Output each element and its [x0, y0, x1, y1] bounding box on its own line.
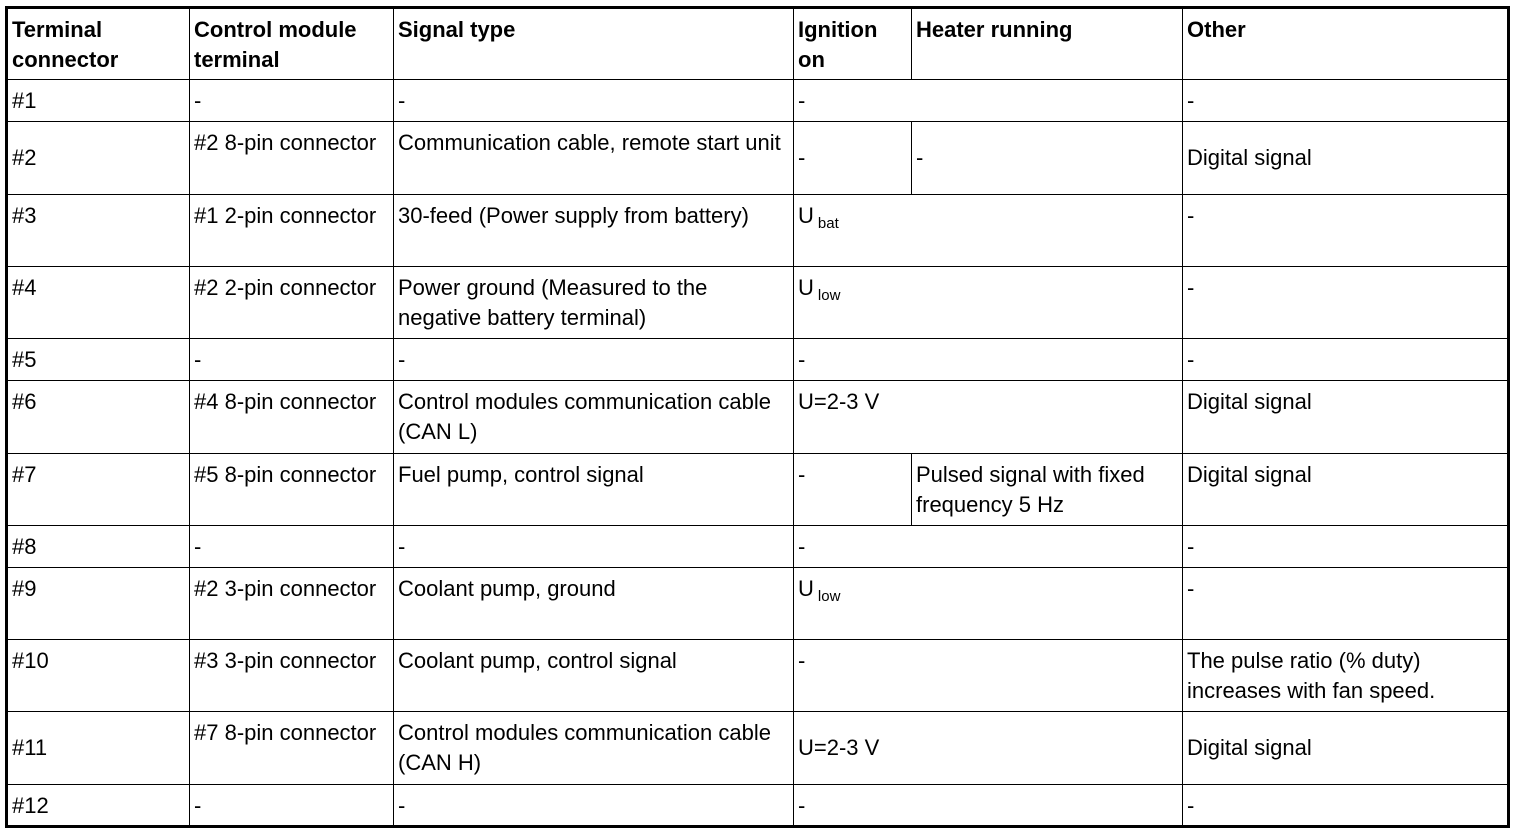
value-main: U	[798, 575, 814, 601]
value-cell: -	[794, 784, 1183, 826]
value-main: U	[798, 274, 814, 300]
value-cell: U=2-3 V	[794, 381, 1183, 453]
signal-cell: 30-feed (Power supply from battery)	[394, 194, 794, 266]
terminal-cell: #11	[7, 712, 190, 784]
value-cell: U=2-3 V	[794, 712, 1183, 784]
terminal-cell: #12	[7, 784, 190, 826]
value-cell	[794, 266, 1183, 338]
module-cell: -	[190, 80, 394, 122]
module-cell: #1 2-pin connector	[190, 194, 394, 266]
value-cell	[794, 194, 1183, 266]
other-cell: The pulse ratio (% duty) increases with fan speed.	[1183, 640, 1509, 712]
table-row	[7, 453, 1509, 525]
terminal-cell: #1	[7, 80, 190, 122]
ignition-cell: -	[794, 453, 912, 525]
signal-cell: Coolant pump, ground	[394, 567, 794, 639]
module-cell: -	[190, 339, 394, 381]
terminal-cell: #5	[7, 339, 190, 381]
terminal-table	[5, 6, 1510, 828]
table-row	[7, 784, 1509, 826]
terminal-cell: #9	[7, 567, 190, 639]
terminal-cell: #8	[7, 525, 190, 567]
terminal-cell: #10	[7, 640, 190, 712]
header-signal-type: Signal type	[394, 8, 794, 80]
module-cell: -	[190, 525, 394, 567]
value-main: U	[798, 202, 814, 228]
module-cell: #2 2-pin connector	[190, 266, 394, 338]
signal-cell: Control modules communication cable (CAN H)	[394, 712, 794, 784]
terminal-cell: #4	[7, 266, 190, 338]
terminal-cell: #6	[7, 381, 190, 453]
module-cell: #2 3-pin connector	[190, 567, 394, 639]
other-cell: Digital signal	[1183, 712, 1509, 784]
other-cell: -	[1183, 567, 1509, 639]
signal-cell: -	[394, 525, 794, 567]
table-row	[7, 266, 1509, 338]
table-row	[7, 339, 1509, 381]
table-row	[7, 712, 1509, 784]
other-cell: -	[1183, 80, 1509, 122]
value-cell: -	[794, 640, 1183, 712]
signal-cell: Coolant pump, control signal	[394, 640, 794, 712]
other-cell: Digital signal	[1183, 381, 1509, 453]
module-cell: #2 8-pin connector	[190, 122, 394, 194]
other-cell: Digital signal	[1183, 453, 1509, 525]
other-cell: -	[1183, 266, 1509, 338]
header-terminal-connector: Terminal connector	[7, 8, 190, 80]
value-subscript: low	[817, 587, 841, 605]
value-subscript: bat	[817, 214, 839, 232]
signal-cell: Control modules communication cable (CAN L)	[394, 381, 794, 453]
heater-cell: Pulsed signal with fixed frequency 5 Hz	[912, 453, 1183, 525]
header-row	[7, 8, 1509, 80]
signal-cell: -	[394, 339, 794, 381]
other-cell: -	[1183, 784, 1509, 826]
header-ignition-on: Ignition on	[794, 8, 912, 80]
table-row	[7, 640, 1509, 712]
header-control-module-terminal: Control module terminal	[190, 8, 394, 80]
module-cell: #4 8-pin connector	[190, 381, 394, 453]
table-row	[7, 122, 1509, 194]
signal-cell: -	[394, 784, 794, 826]
table-row	[7, 381, 1509, 453]
other-cell: -	[1183, 339, 1509, 381]
other-cell: -	[1183, 194, 1509, 266]
other-cell: -	[1183, 525, 1509, 567]
value-cell	[794, 567, 1183, 639]
signal-cell: Communication cable, remote start unit	[394, 122, 794, 194]
module-cell: #5 8-pin connector	[190, 453, 394, 525]
signal-cell: Power ground (Measured to the negative battery terminal)	[394, 266, 794, 338]
header-heater-running: Heater running	[912, 8, 1183, 80]
terminal-cell: #7	[7, 453, 190, 525]
heater-cell: -	[912, 122, 1183, 194]
table-row	[7, 194, 1509, 266]
table-row	[7, 567, 1509, 639]
terminal-cell: #3	[7, 194, 190, 266]
other-cell: Digital signal	[1183, 122, 1509, 194]
value-cell: -	[794, 525, 1183, 567]
value-subscript: low	[817, 286, 841, 304]
table-row	[7, 80, 1509, 122]
ignition-cell: -	[794, 122, 912, 194]
signal-cell: -	[394, 80, 794, 122]
header-other: Other	[1183, 8, 1509, 80]
table-row	[7, 525, 1509, 567]
value-cell: -	[794, 80, 1183, 122]
value-cell: -	[794, 339, 1183, 381]
module-cell: #3 3-pin connector	[190, 640, 394, 712]
module-cell: #7 8-pin connector	[190, 712, 394, 784]
module-cell: -	[190, 784, 394, 826]
signal-cell: Fuel pump, control signal	[394, 453, 794, 525]
terminal-cell: #2	[7, 122, 190, 194]
